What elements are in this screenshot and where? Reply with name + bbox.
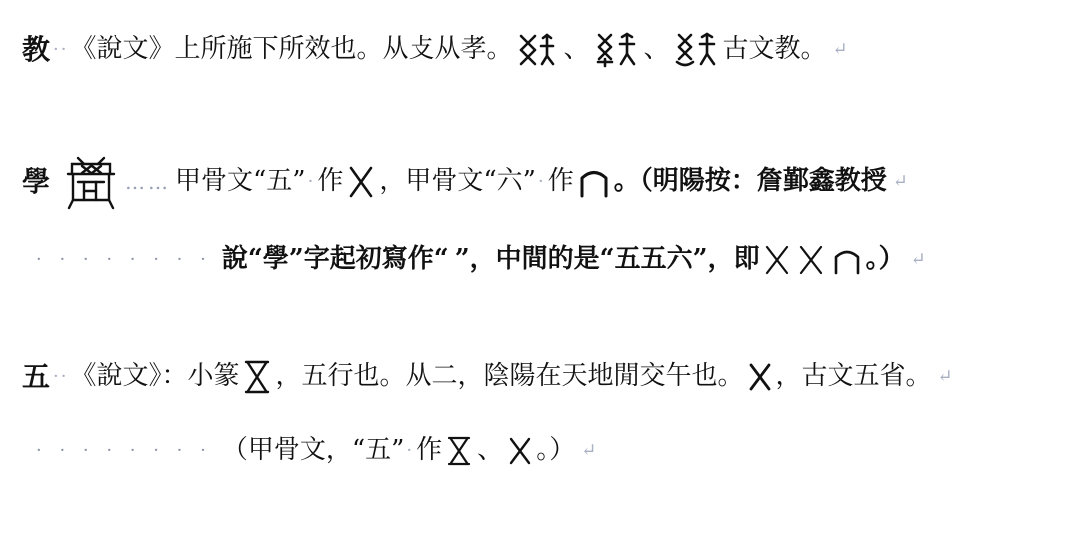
dot-leader-indent-2: · · · · · · · · <box>36 439 212 461</box>
bronze-xue-icon <box>64 154 118 210</box>
seal-wu-icon <box>242 358 272 396</box>
paragraph-mark: ↵ <box>581 439 597 461</box>
separator-dun-2: 、 <box>643 34 670 65</box>
xue-cont-text-1: 說“學”字起初寫作“ <box>221 244 449 275</box>
oracle-jiao-3-icon <box>674 30 720 70</box>
headword-wu: 五 <box>22 359 52 393</box>
gloss-text-jiao-2: 古文教。 <box>722 34 827 65</box>
oracle-wu-x-icon-2 <box>797 244 825 276</box>
seal-wu-icon <box>445 434 473 468</box>
wu-cont-text-3: 。） <box>536 435 576 466</box>
paragraph-mark: ↵ <box>937 365 953 387</box>
separator-dun-1: 、 <box>563 34 590 65</box>
dot-leader: ·· <box>53 38 69 60</box>
xue-cont-text-3: ，即 <box>707 244 760 275</box>
paragraph-wu-continued <box>22 434 1067 468</box>
paragraph-mark: ↵ <box>892 170 908 192</box>
xue-text-5: 。（明陽按：詹鄞鑫教授 <box>613 166 887 197</box>
dot-sep-3: · <box>406 439 415 461</box>
oracle-wu-x-icon <box>507 436 533 466</box>
oracle-jiao-1-icon <box>515 30 559 70</box>
oracle-wu-x-icon <box>346 165 376 199</box>
wu-cont-text-2: 作 <box>416 435 443 466</box>
xue-cont-text-2: ”，中間的是“五五六” <box>454 244 708 275</box>
xue-text-2: 作 <box>317 166 344 197</box>
oracle-wu-x-icon <box>763 244 791 276</box>
paragraph-jiao <box>22 30 1067 70</box>
xue-cont-text-4: 。） <box>865 244 905 275</box>
oracle-wu-x-icon <box>747 362 773 392</box>
dot-leader-indent: · · · · · · · · <box>36 248 212 270</box>
xue-text-4: 作 <box>547 166 574 197</box>
headword-xue: 學 <box>22 164 52 198</box>
dot-sep-1: · <box>307 170 316 192</box>
oracle-liu-arch-icon <box>831 244 863 276</box>
paragraph-wu <box>22 358 1067 396</box>
paragraph-mark: ↵ <box>910 248 926 270</box>
dot-sep-2: · <box>537 170 546 192</box>
paragraph-mark: ↵ <box>832 38 848 60</box>
wu-cont-text-1: （甲骨文，“五” <box>221 435 405 466</box>
paragraph-xue-continued <box>22 244 1067 276</box>
wu-text-2: ，五行也。从二，陰陽在天地閒交午也。 <box>275 361 744 392</box>
dot-leader-wu: ·· <box>53 365 69 387</box>
dot-leader-xue: …… <box>125 169 172 194</box>
oracle-jiao-2-icon <box>594 30 640 70</box>
paragraph-xue <box>22 154 1067 210</box>
oracle-liu-arch-icon <box>577 165 611 199</box>
headword-jiao: 教 <box>22 32 52 66</box>
separator-dun-3: 、 <box>477 435 504 466</box>
wu-text-3: ，古文五省。 <box>775 361 932 392</box>
wu-text-1: 《說文》：小篆 <box>70 361 240 392</box>
gloss-text-jiao: 《說文》上所施下所效也。从攴从孝。 <box>70 34 513 65</box>
xue-text-3: ，甲骨文“六” <box>379 166 536 197</box>
xue-text-1: 甲骨文“五” <box>175 166 306 197</box>
